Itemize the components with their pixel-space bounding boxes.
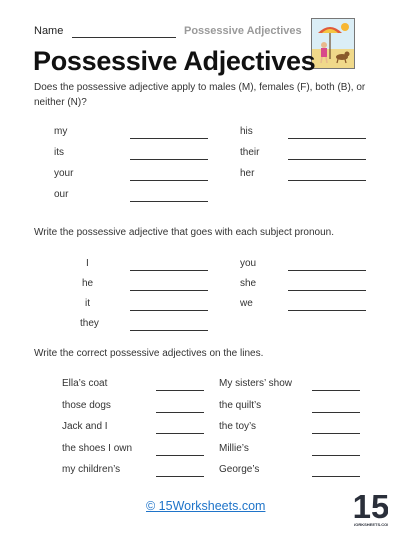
section2-word: you — [240, 258, 257, 269]
section1-word: her — [240, 168, 255, 179]
section3-item: My sisters’ show — [219, 378, 292, 389]
answer-blank[interactable] — [130, 270, 208, 271]
answer-blank[interactable] — [312, 390, 360, 391]
section1-instruction: Does the possessive adjective apply to males (M), females (F), both (B), or neither (N)? — [34, 82, 366, 108]
answer-blank[interactable] — [288, 310, 366, 311]
copyright-link[interactable]: © 15Worksheets.com — [146, 499, 266, 513]
answer-blank[interactable] — [288, 138, 366, 139]
answer-blank[interactable] — [312, 476, 360, 477]
answer-blank[interactable] — [156, 390, 204, 391]
section2-word: I — [86, 258, 89, 269]
section3-item: the quilt’s — [219, 400, 262, 411]
answer-blank[interactable] — [288, 290, 366, 291]
beach-clipart-image — [311, 18, 355, 69]
section3-item: those dogs — [62, 400, 111, 411]
section2-word: it — [85, 298, 90, 309]
answer-blank[interactable] — [288, 270, 366, 271]
answer-blank[interactable] — [130, 330, 208, 331]
answer-blank[interactable] — [288, 159, 366, 160]
answer-blank[interactable] — [288, 180, 366, 181]
answer-blank[interactable] — [130, 201, 208, 202]
answer-blank[interactable] — [156, 433, 204, 434]
section2-word: she — [240, 278, 257, 289]
section1-word: their — [240, 147, 260, 158]
section3-item: Ella’s coat — [62, 378, 108, 389]
name-label: Name — [34, 25, 64, 37]
answer-blank[interactable] — [156, 455, 204, 456]
section1-word: our — [54, 189, 69, 200]
section3-item: the toy’s — [219, 421, 257, 432]
site-logo — [354, 486, 388, 528]
answer-blank[interactable] — [130, 310, 208, 311]
page-title: Possessive Adjectives — [33, 46, 316, 76]
section1-word: his — [240, 126, 253, 137]
section2-instruction: Write the possessive adjective that goes with each subject pronoun. — [34, 227, 334, 238]
answer-blank[interactable] — [130, 159, 208, 160]
section1-word: my — [54, 126, 68, 137]
answer-blank[interactable] — [156, 412, 204, 413]
section3-item: George’s — [219, 464, 260, 475]
answer-blank[interactable] — [130, 138, 208, 139]
answer-blank[interactable] — [312, 455, 360, 456]
section3-item: Jack and I — [62, 421, 108, 432]
section3-item: Millie’s — [219, 443, 249, 454]
header-subtitle: Possessive Adjectives — [184, 25, 302, 37]
logo-caption: ORKSHEETS.CO — [355, 522, 388, 527]
section2-word: we — [240, 298, 253, 309]
section3-item: the shoes I own — [62, 443, 133, 454]
section3-instruction: Write the correct possessive adjectives on the lines. — [34, 348, 264, 359]
section1-word: its — [54, 147, 64, 158]
answer-blank[interactable] — [130, 290, 208, 291]
name-field[interactable] — [72, 37, 176, 38]
answer-blank[interactable] — [312, 433, 360, 434]
section2-word: they — [80, 318, 99, 329]
section3-item: my children’s — [62, 464, 121, 475]
answer-blank[interactable] — [156, 476, 204, 477]
section2-word: he — [82, 278, 94, 289]
logo-number: 15 — [354, 488, 388, 525]
answer-blank[interactable] — [130, 180, 208, 181]
answer-blank[interactable] — [312, 412, 360, 413]
section1-word: your — [54, 168, 74, 179]
